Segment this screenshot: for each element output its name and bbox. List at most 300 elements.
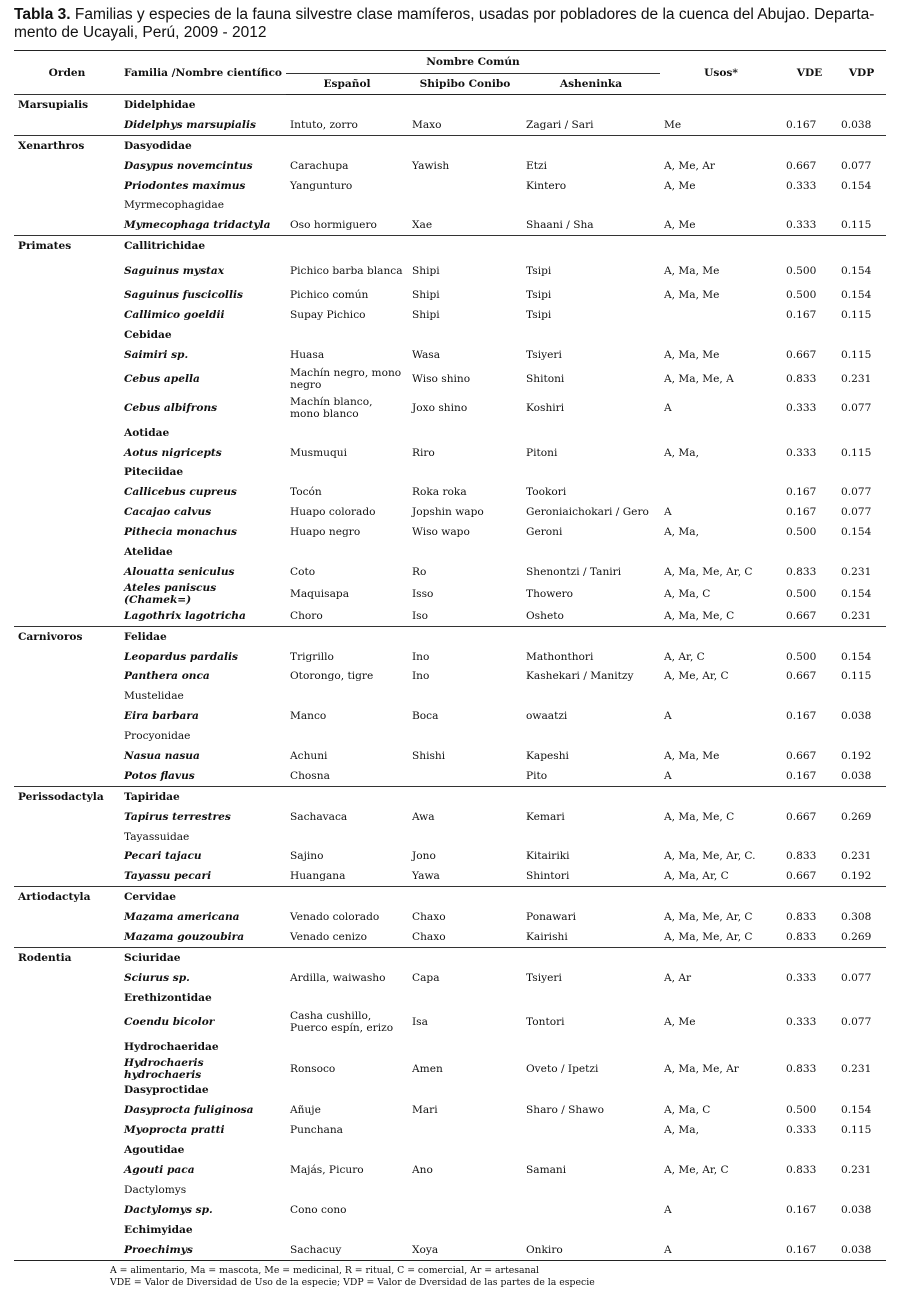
vde-cell bbox=[782, 686, 837, 706]
vde-cell bbox=[782, 1081, 837, 1101]
shipibo-cell bbox=[408, 686, 522, 706]
vde-cell bbox=[782, 542, 837, 562]
scientific-name-cell: Leopardus pardalis bbox=[124, 650, 239, 663]
vdp-cell: 0.308 bbox=[841, 911, 872, 924]
espanol-cell bbox=[286, 325, 408, 345]
vdp-cell: 0.115 bbox=[841, 1124, 872, 1137]
shipibo-cell: Isso bbox=[412, 587, 434, 600]
table-row bbox=[14, 666, 886, 686]
mammal-fauna-table bbox=[14, 50, 886, 1261]
vde-cell: 0.667 bbox=[786, 870, 817, 883]
table-row bbox=[14, 686, 886, 706]
espanol-cell: Ronsoco bbox=[290, 1062, 336, 1075]
orden-cell bbox=[14, 285, 120, 305]
table-row bbox=[14, 1200, 886, 1220]
orden-cell bbox=[14, 1220, 120, 1240]
shipibo-cell bbox=[408, 827, 522, 847]
shipibo-cell bbox=[408, 135, 522, 155]
vdp-cell: 0.231 bbox=[841, 850, 872, 863]
header-nombre-comun: Nombre Común bbox=[286, 51, 660, 74]
espanol-cell: Intuto, zorro bbox=[290, 118, 358, 131]
orden-cell bbox=[14, 686, 120, 706]
vde-cell bbox=[782, 887, 837, 907]
usos-cell bbox=[660, 482, 782, 502]
vde-cell: 0.333 bbox=[786, 971, 817, 984]
orden-cell bbox=[14, 866, 120, 886]
family-name-cell: Erethizontidae bbox=[124, 991, 212, 1004]
shipibo-cell: Shipi bbox=[412, 289, 440, 302]
usos-cell: A, Me bbox=[664, 179, 696, 192]
vdp-cell: 0.038 bbox=[841, 118, 872, 131]
asheninka-cell: Tookori bbox=[526, 486, 567, 499]
espanol-cell: Majás, Picuro bbox=[290, 1164, 364, 1177]
orden-cell bbox=[14, 1120, 120, 1140]
vdp-cell: 0.231 bbox=[841, 565, 872, 578]
espanol-cell bbox=[286, 423, 408, 443]
vdp-cell bbox=[837, 1140, 886, 1160]
vde-cell bbox=[782, 95, 837, 115]
scientific-name-cell: Sciurus sp. bbox=[124, 971, 190, 984]
scientific-name-cell: Cebus apella bbox=[124, 373, 200, 386]
espanol-cell: Pichico barba blanca bbox=[290, 264, 403, 277]
shipibo-cell: Xae bbox=[412, 219, 433, 232]
shipibo-cell bbox=[408, 95, 522, 115]
family-name-cell: Callitrichidae bbox=[120, 236, 286, 256]
orden-cell bbox=[14, 907, 120, 927]
table-row bbox=[14, 195, 886, 215]
shipibo-cell bbox=[408, 1200, 522, 1220]
vdp-cell: 0.192 bbox=[841, 870, 872, 883]
shipibo-cell: Chaxo bbox=[412, 911, 446, 924]
scientific-name-cell: Tayassu pecari bbox=[124, 870, 212, 883]
vdp-cell: 0.077 bbox=[841, 1016, 872, 1029]
espanol-cell: Venado colorado bbox=[290, 911, 380, 924]
shipibo-cell: Riro bbox=[412, 446, 435, 459]
orden-cell bbox=[14, 1140, 120, 1160]
espanol-cell bbox=[286, 686, 408, 706]
asheninka-cell: Tontori bbox=[526, 1016, 565, 1029]
table-row bbox=[14, 305, 886, 325]
espanol-cell: Achuni bbox=[290, 749, 328, 762]
asheninka-cell bbox=[522, 726, 660, 746]
asheninka-cell bbox=[522, 1200, 660, 1220]
vdp-cell: 0.077 bbox=[841, 971, 872, 984]
espanol-cell: Manco bbox=[290, 710, 327, 723]
asheninka-cell bbox=[522, 988, 660, 1008]
shipibo-cell bbox=[408, 726, 522, 746]
orden-cell bbox=[14, 443, 120, 463]
table-footnotes bbox=[14, 1261, 886, 1289]
shipibo-cell: Boca bbox=[412, 710, 439, 723]
shipibo-cell: Wasa bbox=[412, 348, 441, 361]
usos-cell bbox=[660, 542, 782, 562]
scientific-name-cell: Proechimys bbox=[120, 1240, 286, 1260]
family-name-cell: Tayassuidae bbox=[124, 830, 190, 843]
asheninka-cell: Shenontzi / Taniri bbox=[526, 565, 622, 578]
shipibo-cell bbox=[408, 1120, 522, 1140]
vde-cell: 0.167 bbox=[786, 1203, 817, 1216]
family-name-cell: Tapiridae bbox=[120, 786, 286, 806]
table-row bbox=[14, 807, 886, 827]
vdp-cell: 0.115 bbox=[841, 348, 872, 361]
table-row bbox=[14, 606, 886, 626]
vdp-cell bbox=[837, 462, 886, 482]
orden-cell: Carnivoros bbox=[14, 626, 120, 646]
usos-cell bbox=[660, 195, 782, 215]
orden-cell bbox=[14, 1081, 120, 1101]
scientific-name-cell: Pecari tajacu bbox=[124, 850, 202, 863]
vde-cell: 0.667 bbox=[786, 670, 817, 683]
header-orden: Orden bbox=[14, 51, 120, 95]
usos-cell: A, Ma, Me, Ar, C bbox=[664, 931, 753, 943]
vdp-cell: 0.154 bbox=[841, 587, 872, 600]
shipibo-cell bbox=[408, 423, 522, 443]
asheninka-cell: Kapeshi bbox=[526, 749, 569, 762]
table-row bbox=[14, 1220, 886, 1240]
vdp-cell: 0.115 bbox=[841, 219, 872, 232]
vde-cell: 0.833 bbox=[786, 565, 817, 578]
shipibo-cell: Xoya bbox=[408, 1240, 522, 1260]
table-row bbox=[14, 236, 886, 256]
scientific-name-cell: Callicebus cupreus bbox=[124, 486, 237, 499]
vdp-cell bbox=[837, 236, 886, 256]
table-row bbox=[14, 1081, 886, 1101]
table-row bbox=[14, 1240, 886, 1260]
shipibo-cell: Shipi bbox=[412, 308, 440, 321]
usos-cell: A, Ar, C bbox=[664, 650, 705, 663]
shipibo-cell: Ro bbox=[412, 565, 427, 578]
asheninka-cell bbox=[522, 1180, 660, 1200]
vdp-cell: 0.077 bbox=[841, 486, 872, 499]
table-row bbox=[14, 927, 886, 947]
usos-cell: A, Ma, Me bbox=[664, 749, 720, 762]
scientific-name-cell: Cacajao calvus bbox=[124, 506, 212, 519]
table-row bbox=[14, 726, 886, 746]
asheninka-cell bbox=[522, 325, 660, 345]
vde-cell: 0.667 bbox=[786, 348, 817, 361]
asheninka-cell: Tsipi bbox=[526, 308, 552, 321]
usos-cell bbox=[660, 1081, 782, 1101]
family-name-cell: Dactylomys bbox=[124, 1183, 187, 1196]
espanol-cell bbox=[286, 947, 408, 967]
espanol-cell bbox=[286, 887, 408, 907]
orden-cell bbox=[14, 1037, 120, 1057]
table-row bbox=[14, 766, 886, 786]
espanol-cell bbox=[286, 626, 408, 646]
orden-cell: Perissodactyla bbox=[14, 786, 120, 806]
vde-cell: 0.667 bbox=[786, 749, 817, 762]
orden-cell bbox=[14, 1160, 120, 1180]
vdp-cell: 0.038 bbox=[837, 1240, 886, 1260]
usos-cell: A, Ma, bbox=[664, 526, 699, 539]
usos-cell: A bbox=[664, 506, 672, 519]
vdp-cell bbox=[837, 423, 886, 443]
vdp-cell: 0.115 bbox=[841, 670, 872, 683]
usos-cell bbox=[660, 1140, 782, 1160]
usos-cell: A, Me, Ar, C bbox=[664, 670, 729, 683]
vde-cell bbox=[782, 423, 837, 443]
table-row bbox=[14, 968, 886, 988]
scientific-name-cell: Lagothrix lagotricha bbox=[124, 609, 246, 622]
orden-cell bbox=[14, 365, 120, 394]
usos-cell: A bbox=[664, 402, 672, 415]
family-name-cell: Atelidae bbox=[124, 545, 173, 558]
espanol-cell: Coto bbox=[290, 565, 316, 578]
espanol-cell: Ardilla, waiwasho bbox=[290, 971, 386, 984]
family-name-cell: Didelphidae bbox=[120, 95, 286, 115]
vde-cell: 0.833 bbox=[786, 373, 817, 386]
vdp-cell: 0.154 bbox=[841, 1104, 872, 1117]
table-row bbox=[14, 746, 886, 766]
asheninka-cell bbox=[522, 686, 660, 706]
shipibo-cell: Iso bbox=[412, 609, 428, 622]
asheninka-cell: Pito bbox=[526, 769, 548, 782]
vde-cell bbox=[782, 1037, 837, 1057]
vdp-cell bbox=[837, 827, 886, 847]
table-row bbox=[14, 907, 886, 927]
usos-cell: A, Ma, Me, Ar bbox=[664, 1062, 739, 1075]
espanol-cell: Carachupa bbox=[290, 159, 349, 172]
table-row bbox=[14, 325, 886, 345]
vde-cell: 0.500 bbox=[786, 587, 817, 600]
table-row bbox=[14, 522, 886, 542]
table-row bbox=[14, 256, 886, 285]
family-name-cell: Myrmecophagidae bbox=[124, 199, 224, 212]
orden-cell bbox=[14, 1008, 120, 1037]
scientific-name-cell: Saguinus fuscicollis bbox=[124, 289, 243, 302]
vdp-cell: 0.154 bbox=[841, 264, 872, 277]
table-row bbox=[14, 462, 886, 482]
orden-cell bbox=[14, 807, 120, 827]
table-row bbox=[14, 394, 886, 423]
table-row bbox=[14, 365, 886, 394]
shipibo-cell: Mari bbox=[412, 1104, 438, 1117]
espanol-cell bbox=[286, 1140, 408, 1160]
family-name-cell: Cebidae bbox=[124, 328, 172, 341]
orden-cell bbox=[14, 1240, 120, 1260]
table-row bbox=[14, 1008, 886, 1037]
asheninka-cell: Etzi bbox=[526, 159, 547, 172]
family-name-cell: Procyonidae bbox=[124, 730, 191, 743]
scientific-name-cell: Eira barbara bbox=[124, 710, 199, 723]
asheninka-cell: Shaani / Sha bbox=[526, 219, 594, 232]
shipibo-cell: Shishi bbox=[412, 749, 446, 762]
espanol-cell: Añuje bbox=[290, 1104, 321, 1117]
orden-cell bbox=[14, 522, 120, 542]
asheninka-cell: Samani bbox=[526, 1164, 567, 1177]
vde-cell: 0.833 bbox=[786, 850, 817, 863]
vde-cell: 0.167 bbox=[786, 308, 817, 321]
vde-cell: 0.667 bbox=[786, 159, 817, 172]
usos-cell bbox=[660, 686, 782, 706]
table-row bbox=[14, 866, 886, 886]
vde-cell bbox=[782, 827, 837, 847]
orden-cell bbox=[14, 562, 120, 582]
espanol-cell: Huangana bbox=[290, 870, 346, 883]
caption-text: Familias y especies de la fauna silvestre clase mamíferos, usadas por pobladores de la cuenca del Abujao. Departa- bbox=[74, 6, 875, 23]
family-name-cell: Hydrochaeridae bbox=[124, 1040, 219, 1053]
family-name-cell: Echimyidae bbox=[124, 1223, 193, 1236]
usos-cell: A, Ma, bbox=[664, 1124, 699, 1137]
table-row bbox=[14, 482, 886, 502]
espanol-cell: Sachavaca bbox=[290, 810, 348, 823]
asheninka-cell: Kemari bbox=[526, 810, 565, 823]
header-asheninka: Asheninka bbox=[522, 74, 660, 95]
asheninka-cell bbox=[522, 626, 660, 646]
asheninka-cell: Kintero bbox=[526, 179, 567, 192]
table-row bbox=[14, 1037, 886, 1057]
shipibo-cell: Wiso shino bbox=[412, 373, 471, 386]
vde-cell: 0.333 bbox=[786, 446, 817, 459]
scientific-name-cell: Aotus nigricepts bbox=[124, 446, 222, 459]
vde-cell bbox=[782, 462, 837, 482]
table-row bbox=[14, 1057, 886, 1081]
caption-text-continued: mento de Ucayali, Perú, 2009 - 2012 bbox=[14, 24, 267, 41]
orden-cell: Rodentia bbox=[14, 947, 120, 967]
orden-cell bbox=[14, 847, 120, 867]
asheninka-cell: Oveto / Ipetzi bbox=[526, 1062, 599, 1075]
usos-cell: A, Ar bbox=[664, 971, 692, 984]
shipibo-cell bbox=[408, 542, 522, 562]
asheninka-cell bbox=[522, 1120, 660, 1140]
orden-cell bbox=[14, 215, 120, 235]
espanol-cell: Musmuqui bbox=[290, 446, 347, 459]
shipibo-cell bbox=[408, 1140, 522, 1160]
usos-cell bbox=[660, 423, 782, 443]
asheninka-cell bbox=[522, 827, 660, 847]
orden-cell bbox=[14, 394, 120, 423]
shipibo-cell: Wiso wapo bbox=[412, 526, 470, 539]
asheninka-cell: Kashekari / Manitzy bbox=[526, 670, 634, 683]
scientific-name-cell: Cebus albifrons bbox=[124, 402, 218, 415]
scientific-name-cell: Saguinus mystax bbox=[124, 264, 225, 277]
vdp-cell: 0.077 bbox=[841, 506, 872, 519]
shipibo-cell bbox=[408, 462, 522, 482]
vdp-cell: 0.154 bbox=[841, 289, 872, 302]
usos-cell: A bbox=[664, 1203, 672, 1216]
usos-cell: A, Me bbox=[664, 219, 696, 232]
shipibo-cell bbox=[408, 1220, 522, 1240]
vde-cell bbox=[782, 1180, 837, 1200]
asheninka-cell bbox=[522, 542, 660, 562]
scientific-name-cell: Agouti paca bbox=[124, 1164, 195, 1177]
asheninka-cell: Mathonthori bbox=[526, 650, 594, 663]
asheninka-cell: Tsipi bbox=[526, 264, 552, 277]
espanol-cell: Sajino bbox=[290, 850, 324, 863]
table-row bbox=[14, 345, 886, 365]
orden-cell bbox=[14, 1057, 120, 1081]
vdp-cell: 0.038 bbox=[841, 769, 872, 782]
vdp-cell: 0.231 bbox=[841, 609, 872, 622]
table-row bbox=[14, 947, 886, 967]
usos-cell bbox=[660, 1037, 782, 1057]
vde-cell: 0.167 bbox=[782, 1240, 837, 1260]
vde-cell: 0.333 bbox=[786, 179, 817, 192]
espanol-cell: Venado cenizo bbox=[290, 931, 367, 943]
family-name-cell: Agoutidae bbox=[124, 1144, 185, 1157]
espanol-cell bbox=[286, 195, 408, 215]
asheninka-cell bbox=[522, 1220, 660, 1240]
shipibo-cell: Maxo bbox=[412, 118, 442, 131]
shipibo-cell bbox=[408, 947, 522, 967]
vde-cell bbox=[782, 135, 837, 155]
vde-cell: 0.167 bbox=[786, 710, 817, 723]
shipibo-cell: Ano bbox=[412, 1164, 433, 1177]
shipibo-cell: Roka roka bbox=[412, 486, 467, 499]
orden-cell: Xenarthros bbox=[14, 135, 120, 155]
scientific-name-cell: Mazama gouzoubira bbox=[124, 931, 245, 943]
usos-cell bbox=[660, 988, 782, 1008]
table-row bbox=[14, 1180, 886, 1200]
caption-label: Tabla 3. bbox=[14, 6, 71, 23]
orden-cell bbox=[14, 482, 120, 502]
orden-cell bbox=[14, 115, 120, 135]
vdp-cell: 0.115 bbox=[841, 446, 872, 459]
asheninka-cell bbox=[522, 135, 660, 155]
asheninka-cell: Geroniaichokari / Gero bbox=[526, 506, 649, 519]
vdp-cell: 0.115 bbox=[841, 308, 872, 321]
scientific-name-cell: Dactylomys sp. bbox=[124, 1203, 213, 1216]
orden-cell: Marsupialis bbox=[14, 95, 120, 115]
table-row bbox=[14, 502, 886, 522]
usos-cell bbox=[660, 947, 782, 967]
orden-cell bbox=[14, 176, 120, 196]
scientific-name-cell: Callimico goeldii bbox=[124, 308, 225, 321]
asheninka-cell: Ponawari bbox=[526, 911, 577, 924]
orden-cell bbox=[14, 827, 120, 847]
espanol-cell bbox=[286, 542, 408, 562]
vde-cell bbox=[782, 1220, 837, 1240]
vde-cell: 0.667 bbox=[786, 609, 817, 622]
family-name-cell: Mustelidae bbox=[124, 690, 184, 703]
table-row bbox=[14, 135, 886, 155]
usos-cell: A, Ma, Me bbox=[664, 264, 720, 277]
espanol-cell bbox=[286, 1220, 408, 1240]
vde-cell: 0.333 bbox=[786, 1124, 817, 1137]
usos-cell: A, Ma, C bbox=[664, 587, 711, 600]
usos-cell: A, Ma, Me bbox=[664, 348, 720, 361]
usos-cell: A, Ma, Ar, C bbox=[664, 870, 729, 883]
asheninka-cell bbox=[522, 786, 660, 806]
usos-cell: A, Ma, C bbox=[664, 1104, 711, 1117]
orden-cell bbox=[14, 423, 120, 443]
vdp-cell bbox=[837, 1220, 886, 1240]
table-row bbox=[14, 423, 886, 443]
vdp-cell: 0.269 bbox=[841, 931, 872, 943]
scientific-name-cell: Alouatta seniculus bbox=[124, 565, 235, 578]
espanol-cell: Yangunturo bbox=[290, 179, 353, 192]
orden-cell bbox=[14, 156, 120, 176]
footnote-vde-vdp-legend: VDE = Valor de Diversidad de Uso de la especie; VDP = Valor de Dversidad de las partes de la especie bbox=[110, 1276, 595, 1288]
scientific-name-cell: Potos flavus bbox=[124, 769, 195, 782]
orden-cell bbox=[14, 746, 120, 766]
vde-cell bbox=[782, 195, 837, 215]
asheninka-cell: Tsipi bbox=[526, 289, 552, 302]
espanol-cell bbox=[286, 1037, 408, 1057]
espanol-cell: Casha cushillo, Puerco espín, erizo bbox=[290, 1010, 394, 1035]
espanol-cell: Machín blanco, mono blanco bbox=[290, 396, 373, 421]
vdp-cell bbox=[837, 887, 886, 907]
usos-cell bbox=[660, 95, 782, 115]
vdp-cell: 0.038 bbox=[841, 710, 872, 723]
scientific-name-cell: Dasypus novemcintus bbox=[124, 159, 253, 172]
asheninka-cell: Zagari / Sari bbox=[526, 118, 594, 131]
orden-cell bbox=[14, 927, 120, 947]
usos-cell: A bbox=[664, 769, 672, 782]
header-espanol: Español bbox=[286, 74, 408, 95]
vdp-cell bbox=[837, 325, 886, 345]
asheninka-cell: Tsiyeri bbox=[526, 348, 562, 361]
